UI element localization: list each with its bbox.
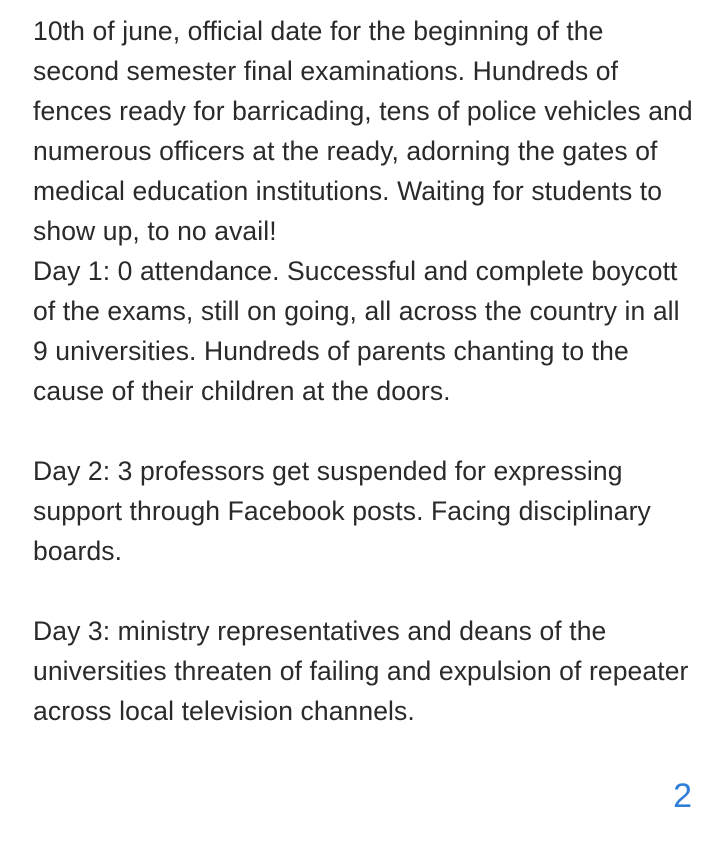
paragraph-day-3: Day 3: ministry representatives and deans of the universities threaten of failing and expulsion of repeater across local television channels. (33, 616, 689, 726)
paragraph-day-1: Day 1: 0 attendance. Successful and complete boycott of the exams, still on going, all across the country in all 9 universities. Hundreds of parents chanting to the cause of their children at the doors. (33, 256, 680, 406)
paragraph-day-2: Day 2: 3 professors get suspended for expressing support through Facebook posts. Facing disciplinary boards. (33, 456, 651, 566)
page-number-indicator: 2 (673, 777, 692, 815)
paragraph-spacer (33, 411, 693, 451)
paragraph-spacer (33, 571, 693, 611)
post-text (33, 11, 693, 731)
paragraph-intro: 10th of june, official date for the beginning of the second semester final examinations. Hundreds of fences ready for barricading, tens of police vehicles and numerous officers at the ready, adorning the gates of medical education institutions. Waiting for students to show up, to no avail! (33, 16, 693, 246)
